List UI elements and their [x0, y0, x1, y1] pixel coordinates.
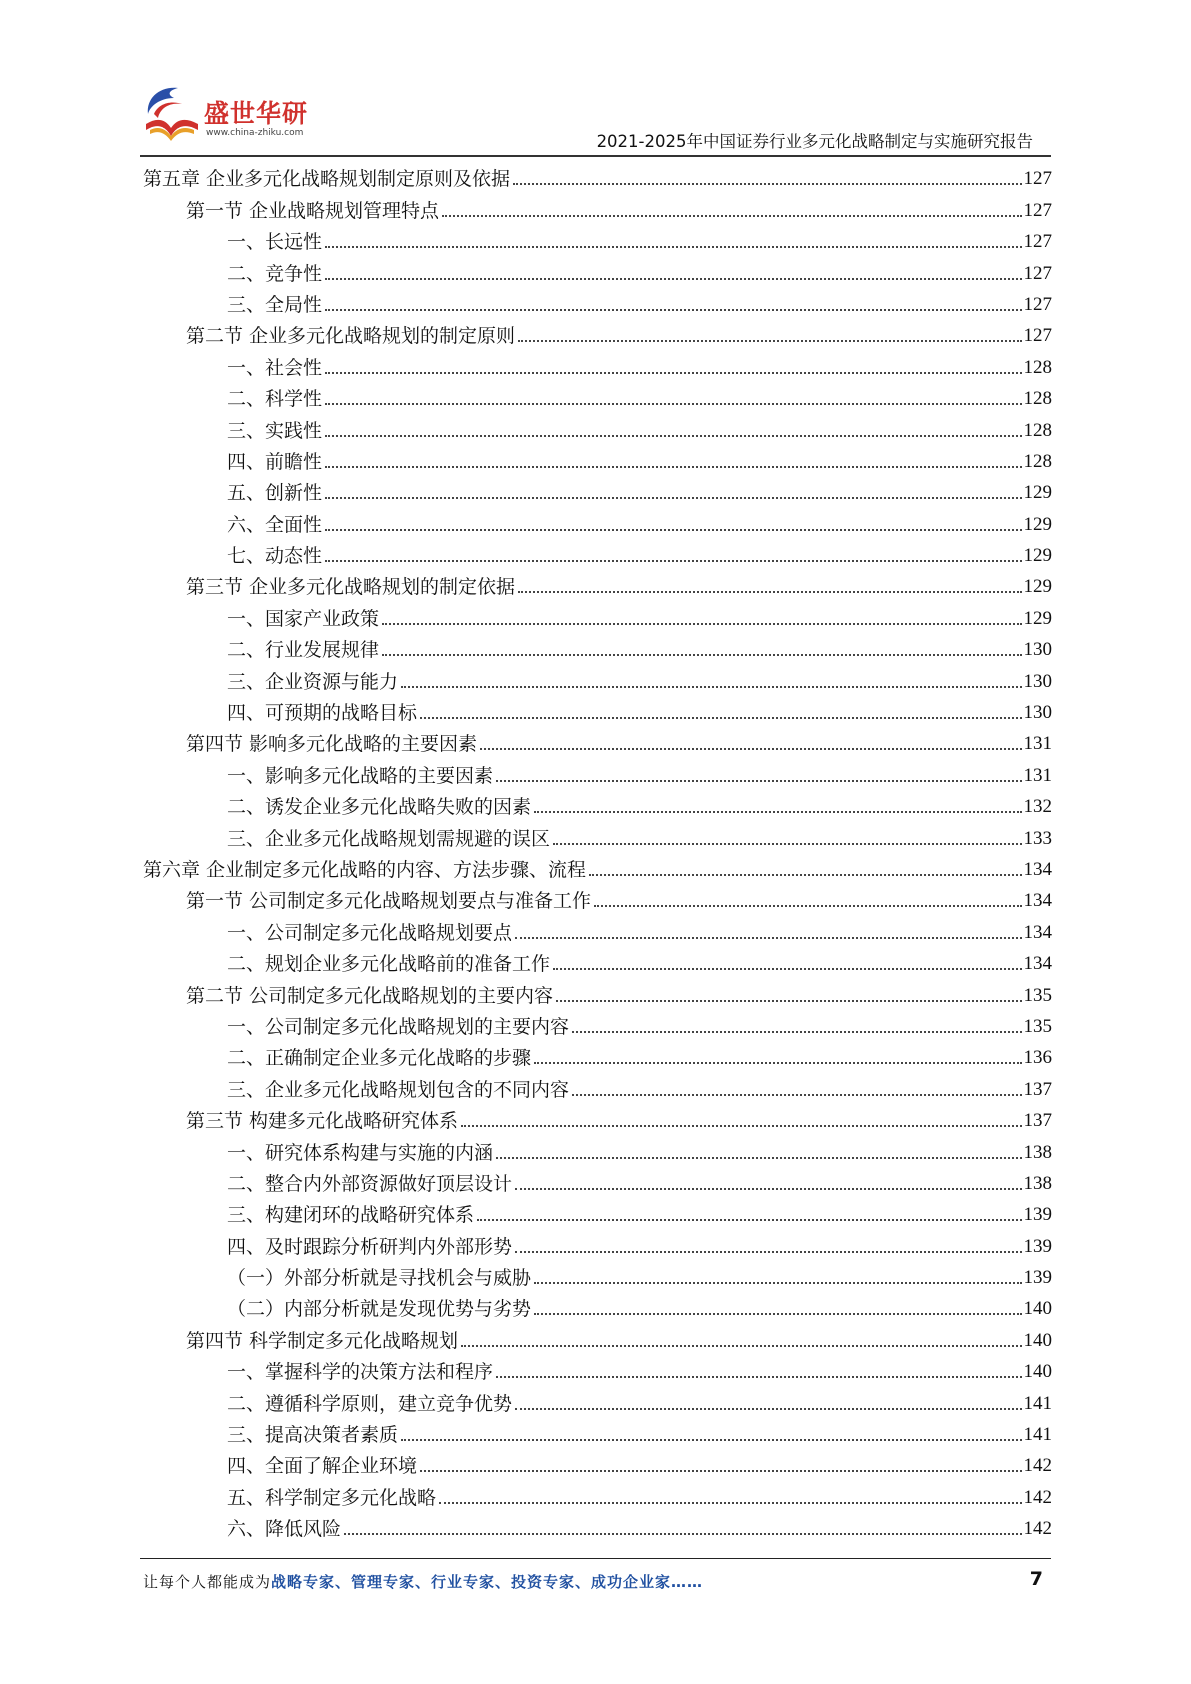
toc-entry-page: 127	[1023, 199, 1052, 221]
toc-dot-leader	[534, 1282, 1021, 1284]
toc-entry-page: 132	[1023, 796, 1052, 818]
toc-entry-title: 一、掌握科学的决策方法和程序	[227, 1361, 494, 1384]
toc-entry-title: 二、竞争性	[227, 262, 323, 285]
toc-dot-leader	[518, 340, 1021, 342]
toc-dot-leader	[515, 1251, 1021, 1253]
toc-entry[interactable]	[143, 568, 1052, 599]
toc-entry[interactable]	[143, 1196, 1052, 1227]
toc-dot-leader	[515, 937, 1021, 939]
header-divider	[140, 155, 1051, 157]
toc-dot-leader	[515, 1408, 1021, 1410]
toc-entry-page: 131	[1023, 764, 1052, 786]
toc-entry-page: 134	[1023, 953, 1052, 975]
toc-entry-page: 127	[1023, 262, 1052, 284]
toc-entry[interactable]	[143, 1259, 1052, 1290]
toc-entry[interactable]	[143, 631, 1052, 662]
toc-dot-leader	[496, 1376, 1021, 1378]
toc-entry-title: 二、行业发展规律	[227, 639, 380, 662]
toc-entry[interactable]	[143, 348, 1052, 379]
footer-slogan	[143, 1571, 703, 1592]
toc-dot-leader	[325, 403, 1021, 405]
toc-entry[interactable]	[143, 882, 1052, 913]
logo-book-icon	[140, 84, 202, 144]
toc-entry-page: 128	[1023, 356, 1052, 378]
toc-entry-page: 127	[1023, 293, 1052, 315]
toc-entry[interactable]	[143, 694, 1052, 725]
toc-entry-page: 131	[1023, 733, 1052, 755]
toc-dot-leader	[518, 591, 1021, 593]
toc-entry-title: 二、规划企业多元化战略前的准备工作	[227, 953, 551, 976]
toc-dot-leader	[534, 811, 1021, 813]
toc-entry[interactable]	[143, 380, 1052, 411]
toc-entry[interactable]	[143, 160, 1052, 191]
toc-entry-title: 五、创新性	[227, 482, 323, 505]
toc-entry-page: 139	[1023, 1235, 1052, 1257]
toc-entry-title: 第五章 企业多元化战略规划制定原则及依据	[143, 168, 511, 191]
toc-entry-title: 第一节 公司制定多元化战略规划要点与准备工作	[186, 890, 592, 913]
toc-entry-page: 129	[1023, 576, 1052, 598]
toc-entry[interactable]	[143, 599, 1052, 630]
toc-entry-title: 二、遵循科学原则，建立竞争优势	[227, 1392, 513, 1415]
toc-entry-title: 三、企业多元化战略规划需规避的误区	[227, 827, 551, 850]
toc-entry-title: 二、整合内外部资源做好顶层设计	[227, 1172, 513, 1195]
toc-dot-leader	[325, 560, 1021, 562]
toc-dot-leader	[515, 1188, 1021, 1190]
toc-entry-page: 140	[1023, 1329, 1052, 1351]
toc-entry-title: 第一节 企业战略规划管理特点	[186, 199, 440, 222]
toc-entry-title: 五、科学制定多元化战略	[227, 1486, 437, 1509]
toc-entry[interactable]	[143, 756, 1052, 787]
toc-entry[interactable]	[143, 505, 1052, 536]
toc-entry-page: 127	[1023, 325, 1052, 347]
toc-dot-leader	[534, 1062, 1021, 1064]
toc-entry[interactable]	[143, 474, 1052, 505]
toc-entry-page: 134	[1023, 858, 1052, 880]
logo-url: www.china-zhiku.com	[206, 128, 304, 138]
toc-entry-page: 138	[1023, 1172, 1052, 1194]
toc-entry-page: 141	[1023, 1424, 1052, 1446]
toc-dot-leader	[401, 686, 1021, 688]
toc-entry[interactable]	[143, 317, 1052, 348]
toc-entry-title: 第二节 公司制定多元化战略规划的主要内容	[186, 984, 554, 1007]
toc-entry[interactable]	[143, 286, 1052, 317]
toc-entry-page: 134	[1023, 890, 1052, 912]
toc-entry[interactable]	[143, 254, 1052, 285]
toc-dot-leader	[442, 215, 1021, 217]
toc-entry-title: 三、企业多元化战略规划包含的不同内容	[227, 1078, 570, 1101]
toc-entry-title: 第四节 科学制定多元化战略规划	[186, 1329, 459, 1352]
toc-entry[interactable]	[143, 1008, 1052, 1039]
toc-entry-page: 127	[1023, 168, 1052, 190]
toc-entry-title: 二、科学性	[227, 388, 323, 411]
footer-divider	[140, 1558, 1051, 1559]
toc-entry[interactable]	[143, 411, 1052, 442]
toc-entry-page: 141	[1023, 1392, 1052, 1414]
toc-entry-title: 三、实践性	[227, 419, 323, 442]
toc-entry-page: 130	[1023, 670, 1052, 692]
toc-dot-leader	[556, 1000, 1021, 1002]
toc-dot-leader	[534, 1313, 1021, 1315]
toc-dot-leader	[572, 1031, 1021, 1033]
toc-entry-title: 三、构建闭环的战略研究体系	[227, 1204, 475, 1227]
toc-entry-page: 140	[1023, 1298, 1052, 1320]
toc-entry-title: 六、降低风险	[227, 1518, 342, 1541]
toc-dot-leader	[461, 1125, 1021, 1127]
report-title: 2021-2025年中国证券行业多元化战略制定与实施研究报告	[596, 132, 1033, 151]
toc-dot-leader	[477, 1219, 1021, 1221]
toc-dot-leader	[439, 1502, 1021, 1504]
toc-entry[interactable]	[143, 1102, 1052, 1133]
toc-entry-title: 二、正确制定企业多元化战略的步骤	[227, 1047, 532, 1070]
toc-entry-page: 137	[1023, 1110, 1052, 1132]
toc-entry-title: 第四节 影响多元化战略的主要因素	[186, 733, 478, 756]
company-logo	[140, 84, 310, 146]
toc-entry[interactable]	[143, 1384, 1052, 1415]
page-number: 7	[1029, 1568, 1043, 1590]
toc-entry[interactable]	[143, 1133, 1052, 1164]
toc-entry-page: 135	[1023, 984, 1052, 1006]
toc-entry-page: 134	[1023, 921, 1052, 943]
toc-entry-title: 第三节 企业多元化战略规划的制定依据	[186, 576, 516, 599]
toc-entry-page: 129	[1023, 545, 1052, 567]
toc-entry-page: 128	[1023, 388, 1052, 410]
toc-entry-page: 127	[1023, 231, 1052, 253]
toc-entry-title: 一、长远性	[227, 231, 323, 254]
footer-slogan-prefix: 让每个人都能成为	[143, 1573, 272, 1591]
toc-dot-leader	[325, 435, 1021, 437]
toc-entry[interactable]	[143, 1227, 1052, 1258]
toc-dot-leader	[325, 246, 1021, 248]
toc-dot-leader	[496, 1157, 1021, 1159]
toc-entry[interactable]	[143, 1353, 1052, 1384]
toc-entry-page: 129	[1023, 513, 1052, 535]
toc-dot-leader	[553, 843, 1021, 845]
toc-dot-leader	[344, 1533, 1021, 1535]
toc-entry-title: 七、动态性	[227, 545, 323, 568]
toc-dot-leader	[325, 466, 1021, 468]
toc-entry-title: 第二节 企业多元化战略规划的制定原则	[186, 325, 516, 348]
toc-entry-page: 135	[1023, 1015, 1052, 1037]
toc-entry[interactable]	[143, 191, 1052, 222]
toc-entry[interactable]	[143, 443, 1052, 474]
toc-dot-leader	[513, 183, 1021, 185]
toc-entry-title: 三、提高决策者素质	[227, 1424, 399, 1447]
toc-entry[interactable]	[143, 1510, 1052, 1541]
logo-name: 盛世华研	[204, 99, 309, 128]
toc-entry-page: 137	[1023, 1078, 1052, 1100]
toc-entry-page: 133	[1023, 827, 1052, 849]
toc-entry[interactable]	[143, 537, 1052, 568]
toc-entry-title: 一、研究体系构建与实施的内涵	[227, 1141, 494, 1164]
toc-dot-leader	[589, 874, 1021, 876]
toc-entry-page: 142	[1023, 1518, 1052, 1540]
toc-entry-page: 139	[1023, 1267, 1052, 1289]
toc-entry-title: 第三节 构建多元化战略研究体系	[186, 1110, 459, 1133]
toc-entry-page: 142	[1023, 1455, 1052, 1477]
toc-dot-leader	[553, 968, 1021, 970]
toc-dot-leader	[420, 1470, 1021, 1472]
toc-entry-title: 六、全面性	[227, 513, 323, 536]
toc-entry-page: 142	[1023, 1486, 1052, 1508]
toc-entry[interactable]	[143, 1321, 1052, 1352]
toc-dot-leader	[382, 654, 1021, 656]
toc-entry-page: 128	[1023, 419, 1052, 441]
footer-slogan-emphasis: 战略专家、管理专家、行业专家、投资专家、成功企业家……	[271, 1573, 704, 1591]
toc-entry-page: 129	[1023, 607, 1052, 629]
toc-entry[interactable]	[143, 1290, 1052, 1321]
toc-entry-page: 129	[1023, 482, 1052, 504]
toc-entry-page: 130	[1023, 702, 1052, 724]
toc-entry-title: 四、全面了解企业环境	[227, 1455, 418, 1478]
toc-dot-leader	[325, 497, 1021, 499]
toc-entry[interactable]	[143, 819, 1052, 850]
toc-entry[interactable]	[143, 913, 1052, 944]
page-header	[0, 0, 1191, 160]
toc-entry-title: 一、公司制定多元化战略规划的主要内容	[227, 1015, 570, 1038]
toc-entry-page: 139	[1023, 1204, 1052, 1226]
toc-dot-leader	[461, 1345, 1021, 1347]
toc-entry[interactable]	[143, 1416, 1052, 1447]
toc-dot-leader	[325, 372, 1021, 374]
toc-dot-leader	[496, 780, 1021, 782]
toc-entry-page: 130	[1023, 639, 1052, 661]
toc-entry-title: 三、全局性	[227, 293, 323, 316]
toc-dot-leader	[325, 309, 1021, 311]
toc-entry[interactable]	[143, 1478, 1052, 1509]
toc-dot-leader	[480, 748, 1021, 750]
toc-entry-title: （二）内部分析就是发现优势与劣势	[227, 1298, 532, 1321]
toc-entry[interactable]	[143, 725, 1052, 756]
toc-dot-leader	[594, 905, 1021, 907]
toc-entry-page: 128	[1023, 450, 1052, 472]
toc-entry[interactable]	[143, 1165, 1052, 1196]
toc-entry[interactable]	[143, 851, 1052, 882]
toc-entry[interactable]	[143, 1039, 1052, 1070]
toc-dot-leader	[382, 623, 1021, 625]
toc-entry-page: 140	[1023, 1361, 1052, 1383]
toc-entry-title: 四、可预期的战略目标	[227, 702, 418, 725]
toc-entry[interactable]	[143, 1447, 1052, 1478]
toc-entry-title: 三、企业资源与能力	[227, 670, 399, 693]
toc-entry-title: 一、公司制定多元化战略规划要点	[227, 921, 513, 944]
toc-dot-leader	[572, 1094, 1021, 1096]
toc-entry-title: 一、影响多元化战略的主要因素	[227, 764, 494, 787]
toc-entry-page: 136	[1023, 1047, 1052, 1069]
toc-dot-leader	[325, 278, 1021, 280]
toc-entry[interactable]	[143, 945, 1052, 976]
toc-entry[interactable]	[143, 788, 1052, 819]
toc-entry[interactable]	[143, 1070, 1052, 1101]
toc-entry[interactable]	[143, 662, 1052, 693]
table-of-contents	[143, 160, 1052, 1541]
toc-entry-page: 138	[1023, 1141, 1052, 1163]
toc-entry[interactable]	[143, 223, 1052, 254]
toc-entry-title: 一、社会性	[227, 356, 323, 379]
toc-dot-leader	[325, 529, 1021, 531]
toc-entry-title: 四、及时跟踪分析研判内外部形势	[227, 1235, 513, 1258]
toc-entry-title: （一）外部分析就是寻找机会与威胁	[227, 1267, 532, 1290]
toc-entry[interactable]	[143, 976, 1052, 1007]
toc-entry-title: 一、国家产业政策	[227, 607, 380, 630]
toc-dot-leader	[420, 717, 1021, 719]
toc-entry-title: 第六章 企业制定多元化战略的内容、方法步骤、流程	[143, 858, 587, 881]
toc-dot-leader	[401, 1439, 1021, 1441]
toc-entry-title: 四、前瞻性	[227, 450, 323, 473]
toc-entry-title: 二、诱发企业多元化战略失败的因素	[227, 796, 532, 819]
